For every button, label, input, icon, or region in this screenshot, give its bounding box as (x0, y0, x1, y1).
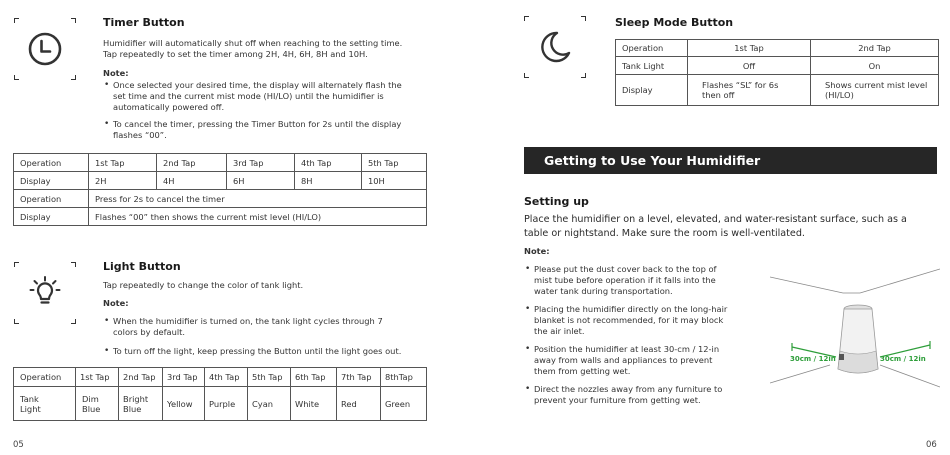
list-item: • Direct the nozzles away from any furniture to prevent your furniture from getting wet. (524, 384, 764, 406)
list-item: • To cancel the timer, pressing the Timer Button for 2s until the display flashes “00”. (103, 119, 433, 141)
light-title: Light Button (103, 260, 181, 273)
setup-notes (524, 264, 764, 406)
moon-icon (537, 29, 573, 65)
table-row: Display Flashes “SL” for 6s then off Shows current mist level (HI/LO) (616, 75, 939, 106)
bulb-icon (27, 275, 63, 311)
table-row: Operation Press for 2s to cancel the timer (14, 190, 427, 208)
timer-note-label: Note: (103, 68, 129, 78)
timer-icon-frame (14, 18, 76, 80)
light-icon-frame (14, 262, 76, 324)
sleep-icon-frame (524, 16, 586, 78)
list-item: • Placing the humidifier directly on the long-hair blanket is not recommended, for it may block the air inlet. (524, 304, 764, 337)
page-number-right: 06 (926, 440, 937, 450)
table-row: Operation 1st Tap 2nd Tap (616, 40, 939, 57)
table-row: Tank Light Dim Blue Bright Blue Yellow Purple Cyan White Red Green (14, 387, 427, 421)
setup-title: Setting up (524, 195, 589, 208)
table-row: Operation 1st Tap 2nd Tap 3rd Tap 4th Tap 5th Tap (14, 154, 427, 172)
humidifier-placement-illustration (770, 265, 940, 395)
setup-note-label: Note: (524, 246, 550, 256)
light-notes (103, 316, 438, 357)
table-row: Display Flashes “00” then shows the current mist level (HI/LO) (14, 208, 427, 226)
timer-table (13, 153, 427, 226)
table-row: Display 2H 4H 6H 8H 10H (14, 172, 427, 190)
right-distance-label: 30cm / 12in (880, 355, 926, 363)
list-item: • Please put the dust cover back to the top of mist tube before operation if it falls into the water tank during transportation. (524, 264, 764, 297)
list-item: • To turn off the light, keep pressing the Button until the light goes out. (103, 346, 438, 357)
sleep-table (615, 39, 939, 106)
timer-description: Humidifier will automatically shut off when reaching to the setting time. Tap repeatedly to set the timer among 2H, 4H, 6H, 8H and 10H. (103, 38, 403, 59)
clock-icon (27, 31, 63, 67)
humidifier-panel (839, 354, 844, 360)
timer-title: Timer Button (103, 16, 185, 29)
setup-description: Place the humidifier on a level, elevated, and water-resistant surface, such as a table or nightstand. Make sure the room is well-ventilated. (524, 214, 907, 239)
list-item: • When the humidifier is turned on, the tank light cycles through 7 colors by default. (103, 316, 438, 338)
light-description: Tap repeatedly to change the color of tank light. (103, 280, 304, 290)
list-item: • Once selected your desired time, the display will alternately flash the set time and the current mist mode (HI/LO) until the humidifier is automatically powered off. (103, 80, 433, 113)
light-note-label: Note: (103, 298, 129, 308)
timer-notes (103, 80, 433, 141)
table-row: Tank Light Off On (616, 57, 939, 75)
sleep-title: Sleep Mode Button (615, 16, 734, 29)
list-item: • Position the humidifier at least 30-cm / 12-in away from walls and appliances to prevent them from getting wet. (524, 344, 764, 377)
light-table (13, 367, 427, 421)
left-distance-label: 30cm / 12in (790, 355, 836, 363)
table-row: Operation 1st Tap 2nd Tap 3rd Tap 4th Tap 5th Tap 6th Tap 7th Tap 8thTap (14, 368, 427, 387)
page-number-left: 05 (13, 440, 24, 450)
section-banner: Getting to Use Your Humidifier (524, 147, 937, 174)
